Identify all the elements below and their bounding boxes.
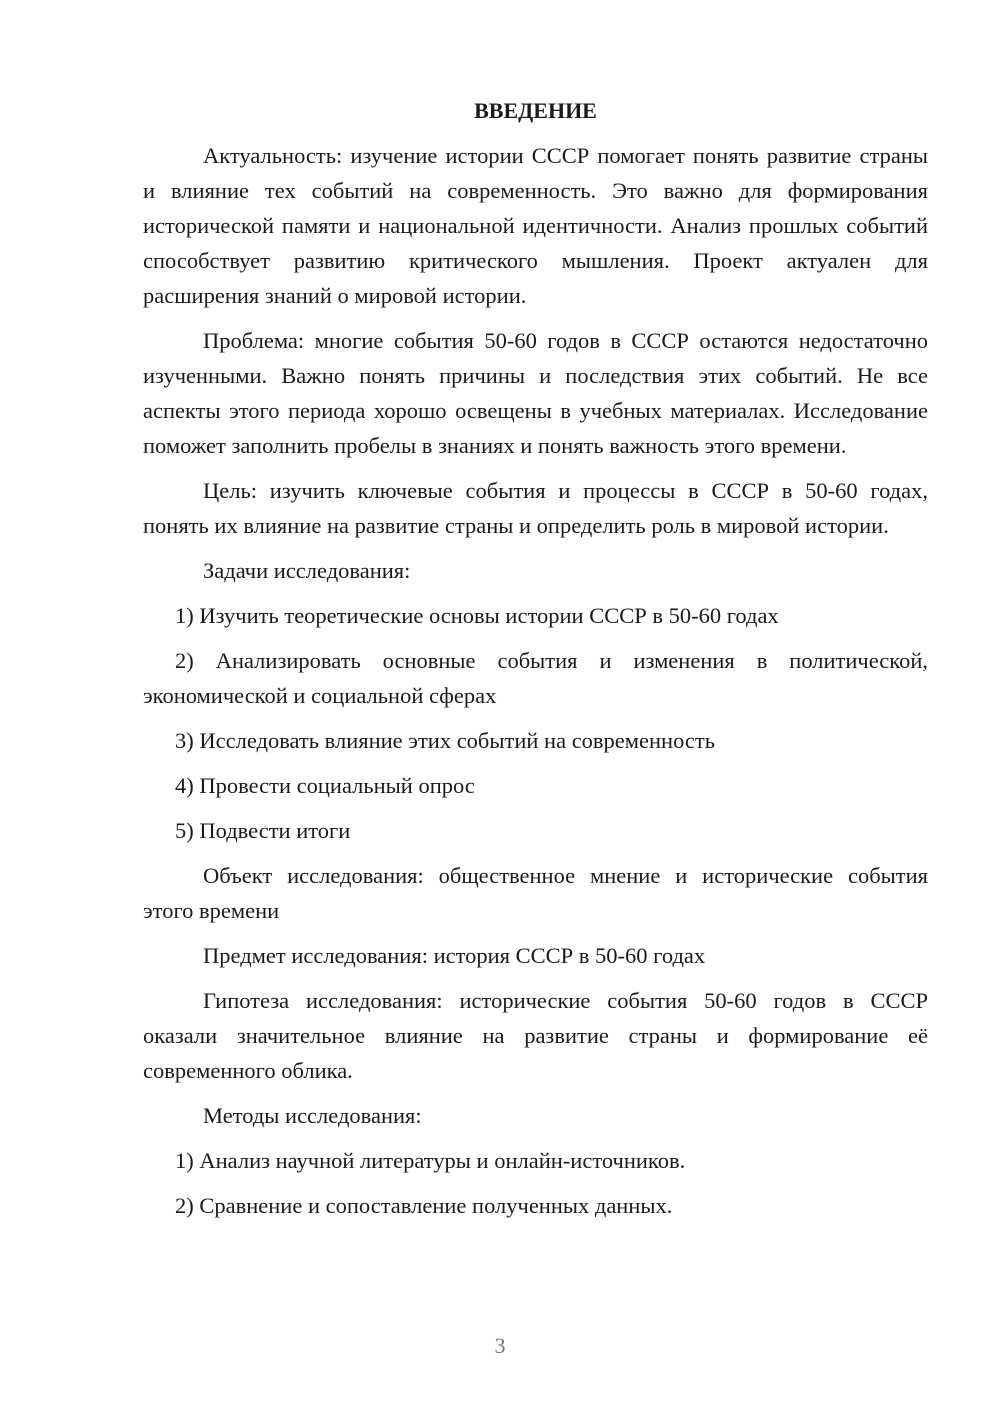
task-item: 4) Провести социальный опрос xyxy=(175,773,475,798)
page-title: ВВЕДЕНИЕ xyxy=(474,98,597,123)
goal-paragraph: Цель: изучить ключевые события и процессы в СССР в 50-60 годах, понять их влияние на развитие страны и определить роль в мировой истории. xyxy=(143,478,928,538)
task-item: 1) Изучить теоретические основы истории СССР в 50-60 годах xyxy=(175,603,779,628)
tasks-heading: Задачи исследования: xyxy=(203,558,411,583)
problem-paragraph: Проблема: многие события 50-60 годов в СССР остаются недостаточно изученными. Важно понять причины и последствия этих событий. Не все аспекты этого периода хорошо освещены в учебных материалах. Исследование поможет заполнить пробелы в знаниях и понять важность этого времени. xyxy=(143,328,928,458)
methods-heading: Методы исследования: xyxy=(203,1103,422,1128)
hypothesis-paragraph: Гипотеза исследования: исторические события 50-60 годов в СССР оказали значительное влияние на развитие страны и формирование её современного облика. xyxy=(143,988,928,1083)
task-item: 2) Анализировать основные события и изменения в политической, экономической и социальной сферах xyxy=(143,648,928,708)
task-item: 3) Исследовать влияние этих событий на современность xyxy=(175,728,715,753)
page-number: 3 xyxy=(494,1333,506,1358)
method-item: 1) Анализ научной литературы и онлайн-источников. xyxy=(175,1148,686,1173)
relevance-paragraph: Актуальность: изучение истории СССР помогает понять развитие страны и влияние тех событий на современность. Это важно для формирования исторической памяти и национальной идентичности. Анализ прошлых событий способствует развитию критического мышления. Проект актуален для расширения знаний о мировой истории. xyxy=(143,143,928,308)
task-item: 5) Подвести итоги xyxy=(175,818,351,843)
subject-paragraph: Предмет исследования: история СССР в 50-60 годах xyxy=(203,943,706,968)
method-item: 2) Сравнение и сопоставление полученных данных. xyxy=(175,1193,673,1218)
object-paragraph: Объект исследования: общественное мнение и исторические события этого времени xyxy=(143,863,928,923)
document-page xyxy=(143,96,928,1233)
